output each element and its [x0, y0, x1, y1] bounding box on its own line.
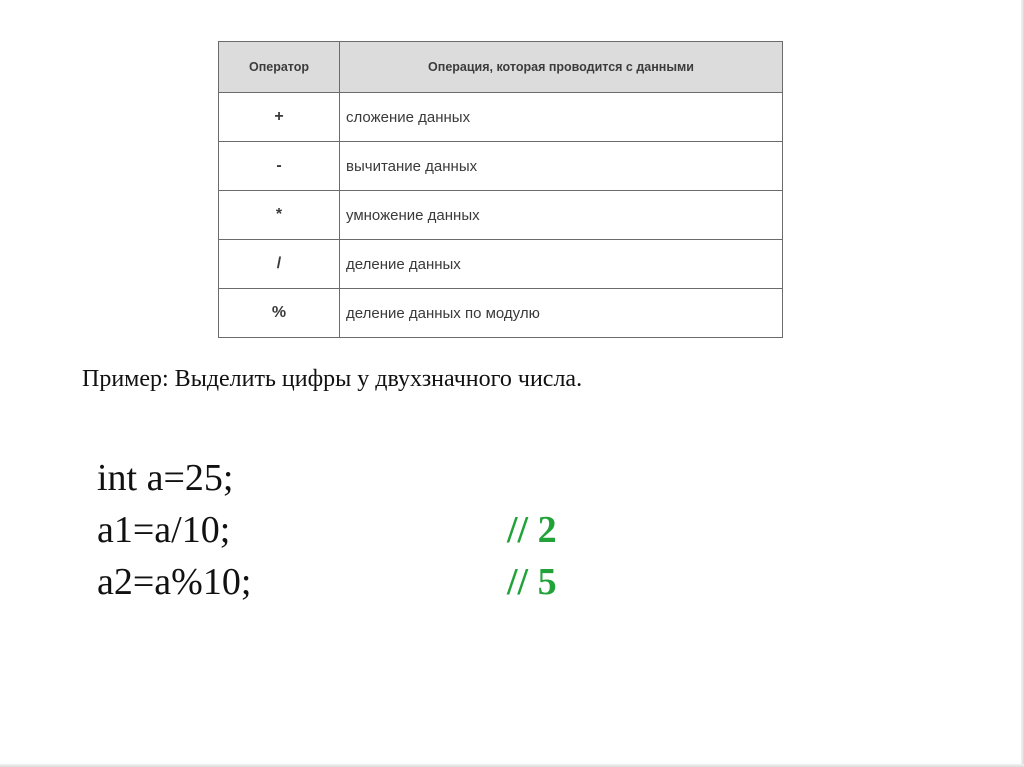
code-block — [97, 452, 557, 608]
table-row — [219, 191, 783, 240]
operator-cell: + — [219, 93, 340, 142]
operators-table — [218, 41, 783, 338]
code-statement: a2=a%10; — [97, 561, 252, 603]
operator-cell: - — [219, 142, 340, 191]
table-header — [219, 42, 783, 93]
header-operator: Оператор — [219, 42, 340, 93]
table-body — [219, 93, 783, 338]
header-operation: Операция, которая проводится с данными — [340, 42, 783, 93]
table-row — [219, 142, 783, 191]
description-cell: умножение данных — [340, 191, 783, 240]
code-comment: // 2 — [507, 509, 557, 551]
code-statement: int a=25; — [97, 457, 234, 499]
example-text: Пример: Выделить цифры у двухзначного числа. — [82, 366, 583, 392]
code-comment: // 5 — [507, 561, 557, 603]
description-cell: деление данных по модулю — [340, 289, 783, 338]
code-line — [97, 556, 557, 608]
table-row — [219, 240, 783, 289]
table-row — [219, 93, 783, 142]
code-statement: a1=a/10; — [97, 509, 231, 551]
code-line — [97, 452, 251, 504]
description-cell: вычитание данных — [340, 142, 783, 191]
table-row — [219, 289, 783, 338]
operator-cell: % — [219, 289, 340, 338]
operator-cell: * — [219, 191, 340, 240]
description-cell: деление данных — [340, 240, 783, 289]
table-header-row — [219, 42, 783, 93]
code-line — [97, 504, 557, 556]
operator-cell: / — [219, 240, 340, 289]
description-cell: сложение данных — [340, 93, 783, 142]
